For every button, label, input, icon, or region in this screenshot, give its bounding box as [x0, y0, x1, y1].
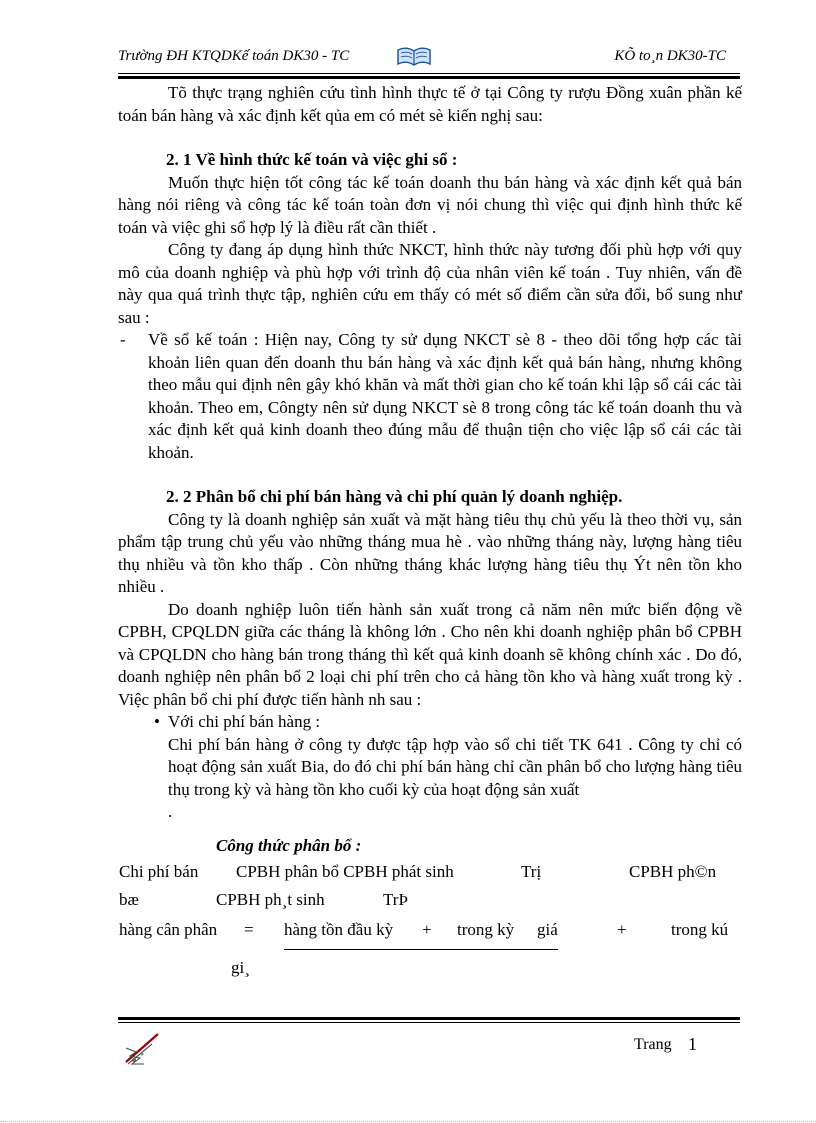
formula-term: trong kú — [671, 920, 729, 939]
formula-term: CPBH ph©n — [629, 862, 717, 881]
document-body — [118, 82, 742, 824]
book-icon — [396, 44, 432, 68]
formula-term: TrÞ — [383, 890, 408, 909]
header-right-text: KÕ to¸n DK30-TC — [614, 48, 726, 64]
paragraph: Công ty là doanh nghiệp sản xuất và mặt hàng tiêu thụ chủ yếu là theo thời vụ, sản phẩm tập trung chủ yếu vào những tháng mua hè . vào những tháng này, lượng hàng tiêu thụ nhiều và tồn kho thấp . Còn những tháng khác lượng hàng tiêu thụ Ýt nên tồn kho nhiều . — [118, 509, 742, 596]
formula-term: trong kỳ — [457, 920, 515, 939]
formula-term: Chi phí bán — [119, 862, 199, 881]
paragraph-end-mark: . — [168, 802, 173, 821]
formula-term: hàng cân phân — [119, 920, 218, 939]
formula-operator: = — [244, 920, 254, 939]
section-heading-2-1: 2. 1 Về hình thức kế toán và việc ghi sổ : — [166, 150, 458, 169]
footer-page-number: 1 — [688, 1034, 697, 1054]
paragraph: Muốn thực hiện tốt công tác kế toán doanh thu bán hàng và xác định kết quả bán hàng nói riêng và công tác kế toán toàn đơn vị nói chung thì việc qui định hình thức kế toán và việc ghi sổ hợp lý là điều rất cần thiết . — [118, 172, 742, 237]
formula-operator: + — [422, 920, 432, 939]
header-rule-thin — [118, 73, 740, 74]
formula-title: Công thức phân bổ : — [216, 836, 362, 855]
paragraph: Do doanh nghiệp luôn tiến hành sản xuất trong cả năm nên mức biến động về CPBH, CPQLDN giữa các tháng là không lớn . Cho nên khi doanh nghiệp phân bổ CPBH và CPQLDN cho hàng bán trong tháng thì kết quả kinh doanh sẽ không chính xác . Do đó, doanh nghiệp nên phân bổ 2 loại chi phí trên cho cả hàng tồn kho và hàng xuất trong kỳ . Việc phân bổ chi phí được tiến hành nh sau : — [118, 599, 742, 709]
page-header — [118, 48, 740, 70]
footer-rule-thick — [118, 1017, 740, 1020]
dash-marker: - — [120, 330, 126, 349]
bullet-text: Với chi phí bán hàng : — [168, 712, 321, 731]
formula-fraction-line — [284, 949, 558, 950]
dash-list-text: Về sổ kế toán : Hiện nay, Công ty sử dụng NKCT sè 8 - theo dõi tổng hợp các tài khoản liên quan đến doanh thu bán hàng và xác định kết quả bán hàng, nhưng không theo mẫu qui định nên gây khó khăn và mất thời gian cho kế toán khi lập sổ cái các tài khoản. Theo em, Côngty nên sử dụng NKCT sè 8 trong công tác kế toán doanh thu và xác định kết quả kinh doanh theo đúng mẫu để thuận tiện cho việc lập sổ cái các tài khoản. — [148, 330, 742, 462]
formula-term: hàng tồn đầu kỳ — [284, 920, 394, 939]
formula-term: CPBH phân bổ CPBH phát sinh — [236, 862, 454, 881]
paragraph: Chi phí bán hàng ở công ty được tập hợp vào sổ chi tiết TK 641 . Công ty chỉ có hoạt động sản xuất Bia, do đó chi phí bán hàng chỉ cần phân bổ cho lượng hàng tiêu thụ trong kỳ và hàng tồn kho cuối kỳ của hoạt động sản xuất — [168, 734, 742, 799]
header-left-text: Trường ĐH KTQDKế toán DK30 - TC — [118, 48, 350, 64]
page-edge-dotted-line — [0, 1121, 816, 1122]
bullet-item — [118, 711, 742, 734]
pen-ornament-icon — [122, 1030, 164, 1070]
formula-operator: + — [617, 920, 627, 939]
formula-term: gi¸ — [231, 958, 250, 977]
header-rule-thick — [118, 76, 740, 79]
section-heading-2-2: 2. 2 Phân bổ chi phí bán hàng và chi phí quản lý doanh nghiệp. — [166, 487, 623, 506]
bullet-marker: • — [154, 712, 160, 731]
formula-term: bæ — [119, 890, 139, 909]
footer-page-label: Trang — [634, 1036, 672, 1053]
footer-rule-thin — [118, 1022, 740, 1023]
formula-term: giá — [537, 920, 558, 939]
dash-list-item — [118, 329, 742, 464]
paragraph: Công ty đang áp dụng hình thức NKCT, hình thức này tương đối phù hợp với quy mô của doanh nghiệp và phù hợp với trình độ của nhân viên kế toán . Tuy nhiên, vấn đề này qua quá trình thực tập, nghiên cứu em thấy có mét số điểm cần sửa đổi, bổ sung như sau : — [118, 240, 742, 327]
formula-term: Trị — [521, 862, 542, 881]
formula-term: CPBH ph¸t sinh — [216, 890, 325, 909]
intro-paragraph: Tõ thực trạng nghiên cứu tình hình thực tế ở tại Công ty rượu Đồng xuân phần kế toán bán hàng và xác định kết qủa em có mét sè kiến nghị sau: — [118, 83, 742, 125]
